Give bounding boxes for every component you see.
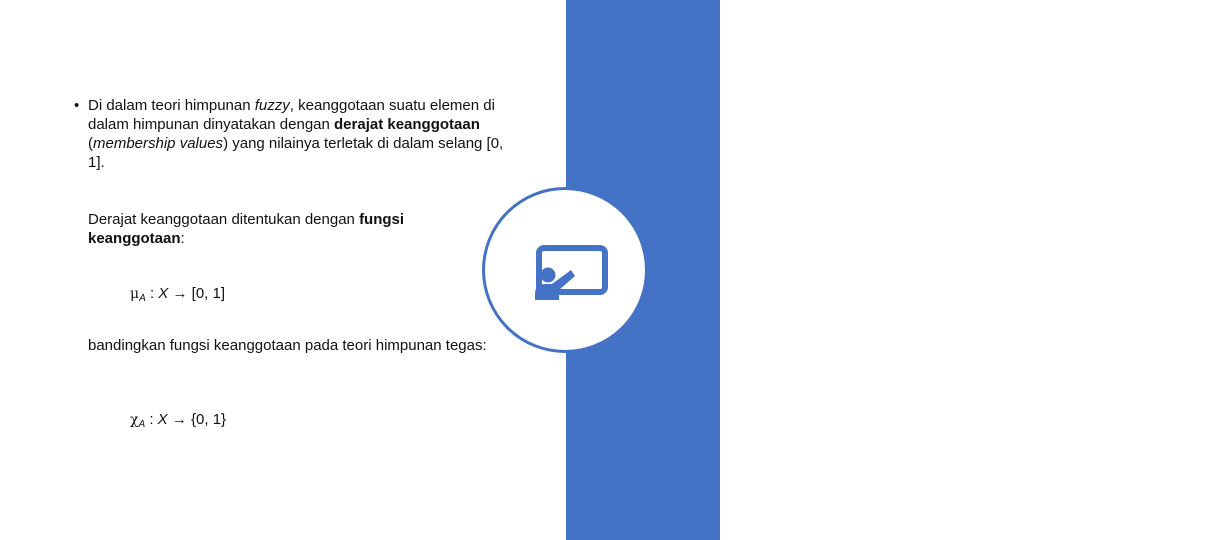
bullet-mark: •: [74, 97, 80, 114]
formula-domain: X: [158, 285, 169, 302]
formula-colon: :: [145, 411, 158, 428]
slide-content: [0, 0, 560, 540]
italic-term: fuzzy: [254, 97, 290, 114]
paragraph-crisp-compare: bandingkan fungsi keanggotaan pada teori himpunan tegas:: [88, 337, 487, 354]
presentation-board-icon: [485, 190, 645, 350]
paragraph-membership-function: [88, 210, 488, 248]
arrow-icon: →: [168, 285, 192, 302]
text-span: , keanggotaan suatu elemen di dalam himpunan dinyatakan dengan: [88, 97, 495, 133]
formula-subscript: A: [139, 293, 146, 304]
bold-term: derajat keanggotaan: [334, 116, 480, 133]
formula-subscript: A: [138, 419, 146, 430]
arrow-icon: →: [167, 411, 192, 428]
bold-term: fungsi keanggotaan: [88, 211, 405, 247]
text-span: ) yang nilainya terletak di dalam selang [0, 1].: [88, 135, 504, 171]
formula-codomain: {0, 1}: [191, 411, 227, 428]
icon-circle: [482, 187, 648, 353]
formula-domain: X: [157, 411, 168, 428]
formula-crisp-mapping: [130, 410, 226, 434]
text-span: Di dalam teori himpunan: [88, 97, 255, 114]
text-span: (: [88, 135, 93, 152]
chi-symbol: χ: [130, 412, 139, 428]
formula-fuzzy-mapping: [130, 284, 225, 308]
formula-codomain: [0, 1]: [191, 285, 226, 302]
page-number: 10: [1205, 509, 1216, 519]
formula-colon: :: [145, 285, 159, 302]
text-span: Derajat keanggotaan ditentukan dengan: [88, 211, 360, 228]
mu-symbol: μ: [130, 286, 140, 302]
paragraph-fuzzy-membership: [88, 96, 508, 172]
text-span: :: [180, 230, 185, 247]
italic-term: membership values: [93, 135, 224, 152]
